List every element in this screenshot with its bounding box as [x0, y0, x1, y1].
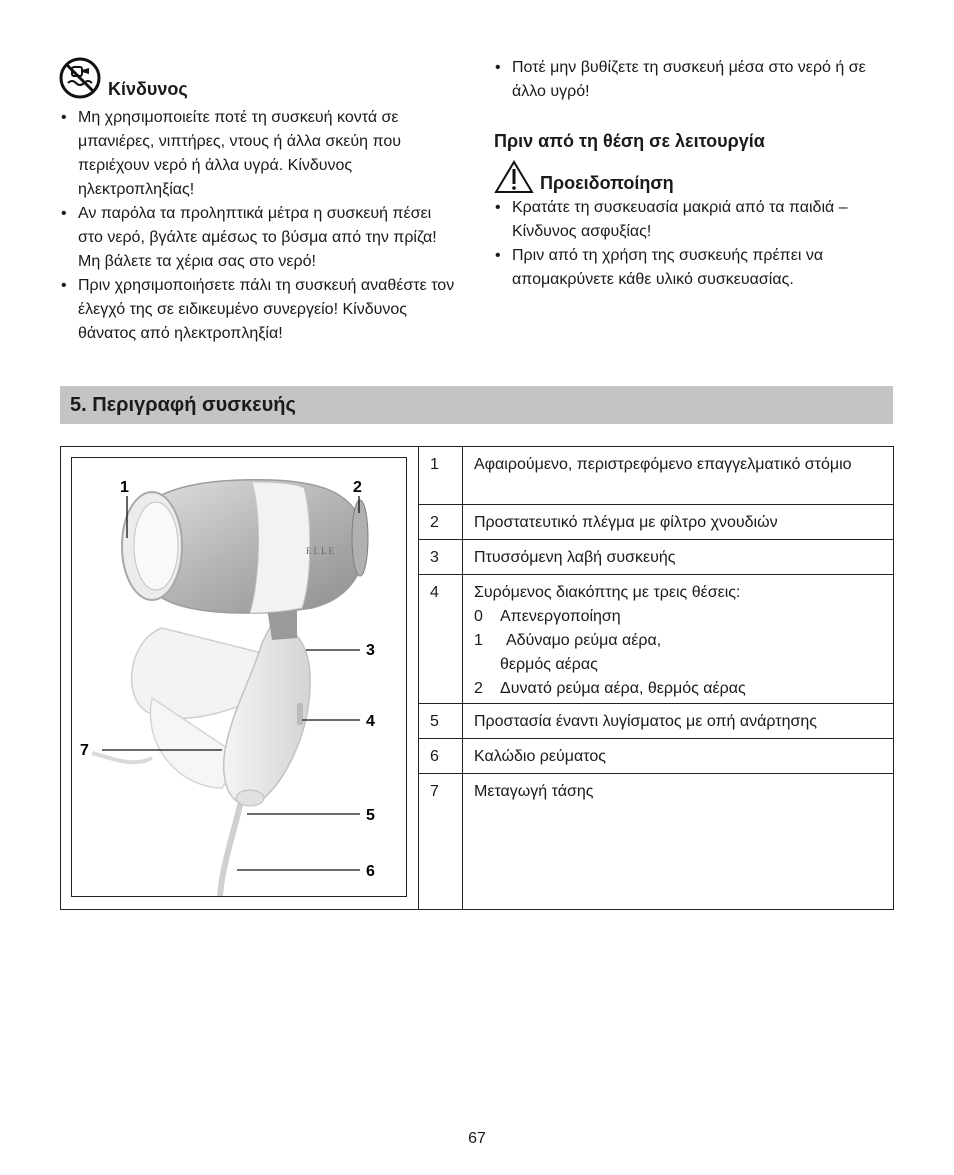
list-item: • Πριν χρησιμοποιήσετε πάλι τη συσκευή αναθέστε τον έλεγχό της σε ειδικευμένο συνεργείο! Κίνδυνος θάνατος από ηλεκτροπληξία!: [60, 274, 460, 346]
part-description: Προστατευτικό πλέγμα με φίλτρο χνουδιών: [474, 514, 778, 531]
section-title-before-use: Πριν από τη θέση σε λειτουργία: [494, 131, 765, 151]
table-row: [419, 505, 893, 540]
figure-cell: [61, 447, 419, 909]
right-column: [494, 56, 894, 292]
danger-title: Κίνδυνος: [108, 79, 188, 99]
option-value: [500, 629, 661, 677]
part-number: 1: [419, 447, 463, 504]
table-row: [419, 447, 893, 505]
list-item: • Ποτέ μην βυθίζετε τη συσκευή μέσα στο νερό ή σε άλλο υγρό!: [494, 56, 894, 104]
brand-logo: ELLE: [306, 546, 336, 556]
part-description: Καλώδιο ρεύματος: [474, 748, 606, 765]
callout-7: 7: [80, 742, 89, 759]
callout-3: 3: [366, 642, 375, 659]
warning-title: Προειδοποίηση: [540, 173, 674, 193]
parts-list: [419, 447, 893, 909]
danger-heading: [60, 56, 460, 100]
option-value-line2: θερμός αέρας: [500, 656, 598, 673]
part-number: 3: [419, 540, 463, 574]
part-number: 2: [419, 505, 463, 539]
option-value: Απενεργοποίηση: [500, 608, 621, 625]
part-description: Αφαιρούμενο, περιστρεφόμενο επαγγελματικό στόμιο: [474, 456, 852, 473]
warning-list: [494, 196, 894, 292]
warning-heading: [494, 160, 894, 194]
table-row: [419, 540, 893, 575]
option-value-line1: Αδύναμο ρεύμα αέρα,: [506, 632, 662, 649]
page-number: 67: [468, 1130, 486, 1147]
section-header-bar: [60, 386, 893, 424]
part-number: 6: [419, 739, 463, 773]
left-column: [60, 56, 460, 346]
callout-5: 5: [366, 807, 375, 824]
rear-grille: [352, 500, 368, 576]
table-row: [419, 704, 893, 739]
part-number: 5: [419, 704, 463, 738]
table-row: [419, 739, 893, 774]
part-number: 7: [419, 774, 463, 909]
list-item: • Πριν από τη χρήση της συσκευής πρέπει να απομακρύνετε κάθε υλικό συσκευασίας.: [494, 244, 894, 292]
switch-option: [474, 605, 885, 629]
water-list: [494, 56, 894, 104]
callout-6: 6: [366, 863, 375, 880]
table-row: [419, 575, 893, 704]
part-description: Πτυσσόμενη λαβή συσκευής: [474, 549, 676, 566]
part-number: 4: [419, 575, 463, 703]
danger-list: [60, 106, 460, 346]
option-value: Δυνατό ρεύμα αέρα, θερμός αέρας: [500, 680, 746, 697]
callout-4: 4: [366, 713, 375, 730]
option-key: 1: [474, 632, 483, 649]
no-water-icon: [58, 56, 102, 100]
power-cord: [220, 798, 242, 896]
switch-option: [474, 629, 885, 677]
part-description: [463, 575, 893, 703]
callout-1: 1: [120, 479, 129, 496]
list-item: • Μη χρησιμοποιείτε ποτέ τη συσκευή κοντά σε μπανιέρες, νιπτήρες, ντους ή άλλα σκεύη που περιέχουν νερό ή άλλα υγρά. Κίνδυνος ηλεκτροπληξίας!: [60, 106, 460, 202]
callout-2: 2: [353, 479, 362, 496]
switch-title: Συρόμενος διακόπτης με τρεις θέσεις:: [474, 584, 741, 601]
table-row: [419, 774, 893, 909]
part-description: Μεταγωγή τάσης: [474, 783, 594, 800]
parts-table: [60, 446, 894, 910]
part-description: Προστασία έναντι λυγίσματος με οπή ανάρτησης: [474, 713, 817, 730]
switch-option: [474, 677, 885, 701]
option-key: 0: [474, 608, 483, 625]
option-key: 2: [474, 680, 483, 697]
section-title: 5. Περιγραφή συσκευής: [70, 394, 296, 416]
list-item: • Αν παρόλα τα προληπτικά μέτρα η συσκευή πέσει στο νερό, βγάλτε αμέσως το βύσμα από την πρίζα! Μη βάλετε τα χέρια σας στο νερό!: [60, 202, 460, 274]
hair-dryer-illustration: [72, 458, 406, 896]
warning-triangle-icon: [494, 160, 534, 194]
list-item: • Κρατάτε τη συσκευασία μακριά από τα παιδιά – Κίνδυνος ασφυξίας!: [494, 196, 894, 244]
hair-dryer-figure: [71, 457, 407, 897]
